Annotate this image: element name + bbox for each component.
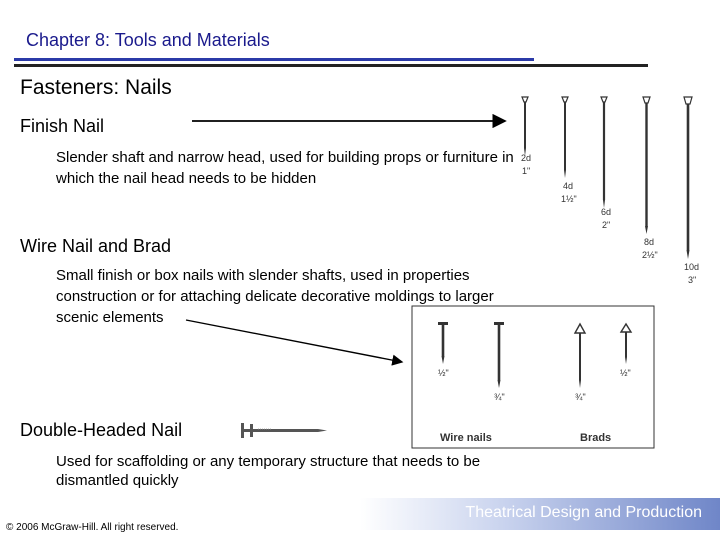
brad-three-quarter-inch <box>575 324 585 388</box>
finish-nail-8d-length: 2½" <box>642 250 658 260</box>
finish-nail-4d-length: 1½" <box>561 194 577 204</box>
double-headed-line-1: Used for scaffolding or any temporary structure that needs to be <box>56 453 481 470</box>
finish-nail-2d <box>522 97 528 156</box>
wire-nail-heading: Wire Nail and Brad <box>20 236 172 256</box>
finish-nail-4d-size: 4d <box>563 181 574 191</box>
wire-nail-half-inch <box>438 322 448 364</box>
slide-title: Fasteners: Nails <box>20 76 172 99</box>
wire-nail-line-2: construction or for attaching delicate decorative moldings to larger <box>56 288 494 305</box>
finish-nail-heading: Finish Nail <box>20 116 105 136</box>
finish-nail-line-2: which the nail head needs to be hidden <box>56 170 317 187</box>
finish-nail-8d-size: 8d <box>644 237 655 247</box>
finish-nail-6d <box>601 97 607 208</box>
finish-nail-line-1: Slender shaft and narrow head, used for building props or furniture in <box>56 149 514 166</box>
wire-nail-half-inch-label: ½" <box>438 368 449 378</box>
footer-course-title: Theatrical Design and Production <box>465 504 702 521</box>
wire-nail-three-quarter-label: ¾" <box>494 392 505 402</box>
brad-half-inch <box>621 324 631 364</box>
wire-nail-line-3: scenic elements <box>56 309 164 326</box>
finish-nail-10d-length: 3" <box>688 275 697 285</box>
finish-nail-2d-length: 1" <box>522 166 531 176</box>
wire-nails-label: Wire nails <box>440 432 492 444</box>
finish-nail-10d-size: 10d <box>684 262 700 272</box>
chapter-header: Chapter 8: Tools and Materials <box>26 30 270 50</box>
wire-nail-pointer-arrow <box>186 320 402 362</box>
brads-label: Brads <box>580 432 612 444</box>
finish-nail-8d <box>643 97 650 234</box>
finish-nail-6d-length: 2" <box>602 220 611 230</box>
finish-nail-4d <box>562 97 568 178</box>
finish-nail-2d-size: 2d <box>521 153 532 163</box>
finish-nail-6d-size: 6d <box>601 207 612 217</box>
wire-nail-three-quarter-inch <box>494 322 504 388</box>
double-headed-nail <box>241 423 327 438</box>
double-headed-line-2: dismantled quickly <box>56 472 179 489</box>
brad-half-inch-label: ½" <box>620 368 631 378</box>
wire-nail-line-1: Small finish or box nails with slender shafts, used in properties <box>56 267 470 284</box>
brad-three-quarter-label: ¾" <box>575 392 586 402</box>
finish-nail-10d <box>684 97 692 259</box>
double-headed-nail-heading: Double-Headed Nail <box>20 420 183 440</box>
copyright-notice: © 2006 McGraw-Hill. All right reserved. <box>6 522 179 533</box>
